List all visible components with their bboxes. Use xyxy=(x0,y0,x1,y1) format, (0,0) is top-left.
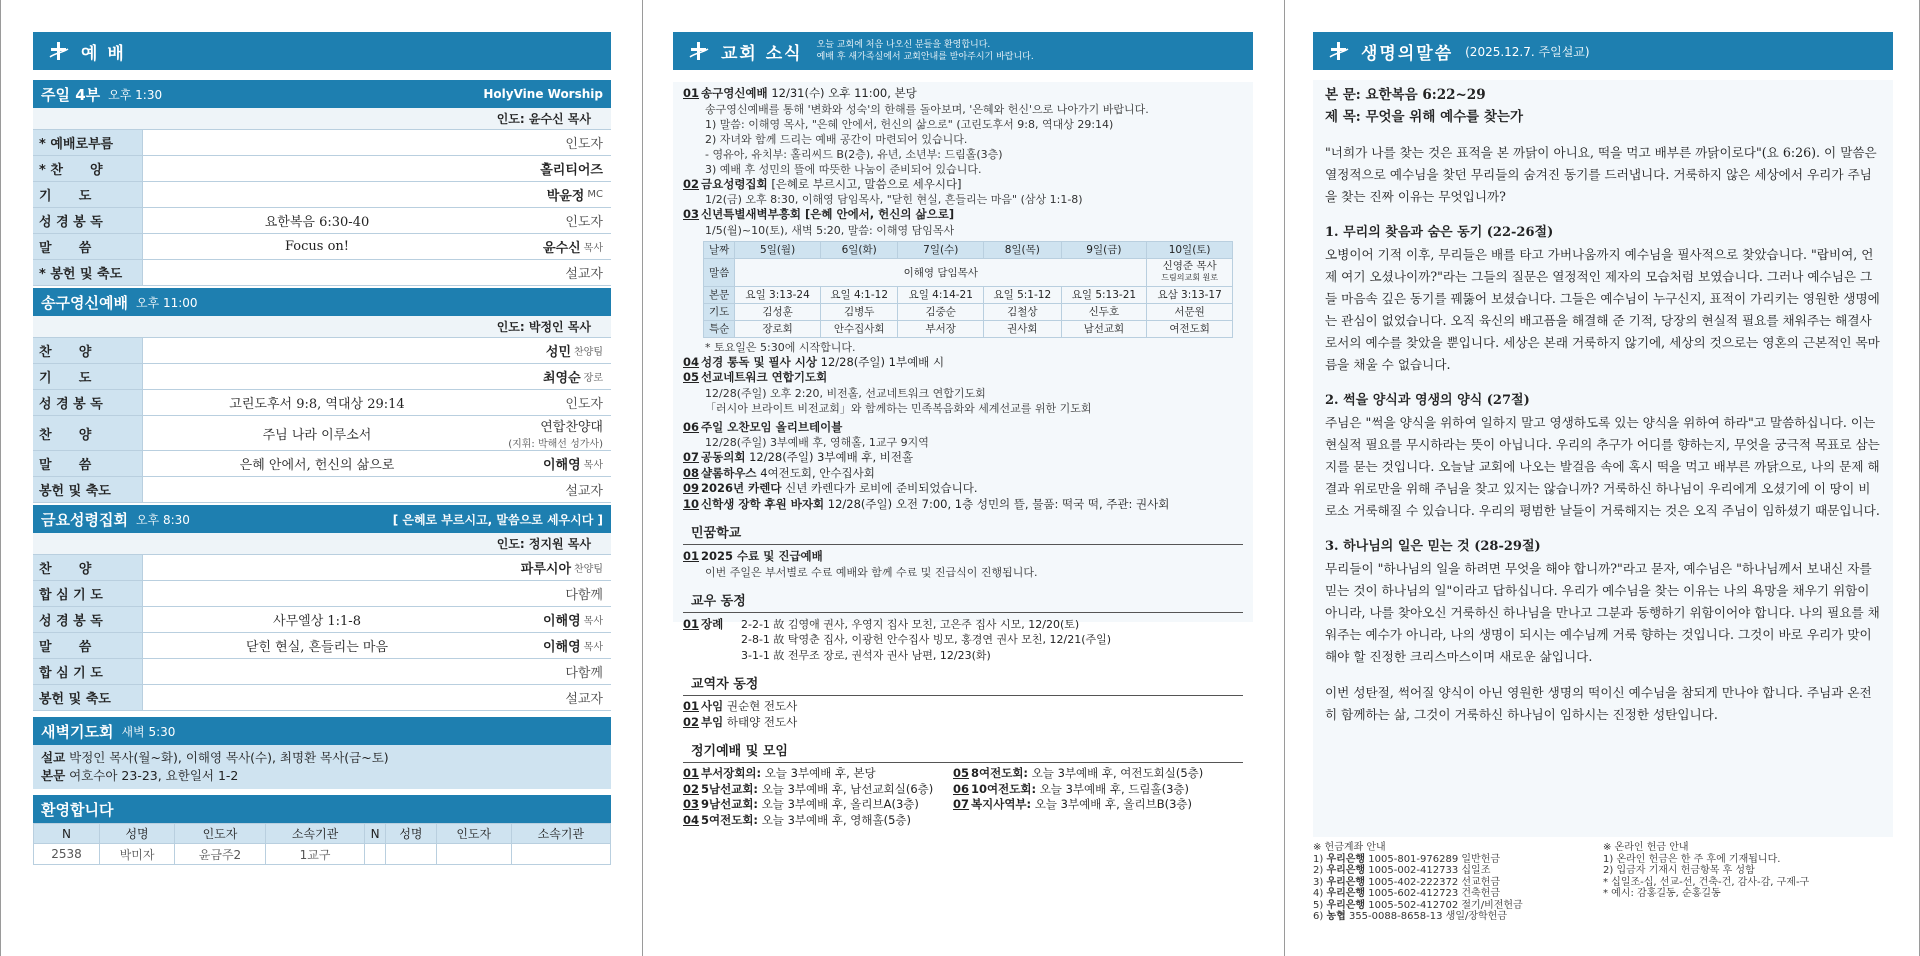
order-label: 성 경 봉 독 xyxy=(33,208,143,233)
worship-header xyxy=(33,32,611,70)
order-label: 합 심 기 도 xyxy=(33,581,143,606)
news-item-09: 09 2026년 카렌다 신년 카렌다가 로비에 준비되었습니다. xyxy=(683,481,978,495)
welcome-cell: 1교구 xyxy=(265,844,364,865)
order-label: 기 도 xyxy=(33,182,143,207)
schedule-prayer-cell: 서문원 xyxy=(1147,303,1233,320)
account-line: 2) 우리은행 1005-002-412733 십일조 xyxy=(1313,865,1491,876)
order-label: 성 경 봉 독 xyxy=(33,390,143,415)
detail-line: 3) 예배 후 성민의 뜰에 따뜻한 나눔이 준비되어 있습니다. xyxy=(705,162,982,176)
order-label: * 찬 양 xyxy=(33,156,143,181)
order-person: 이해영 목사 xyxy=(542,458,603,473)
news-header xyxy=(673,32,1253,70)
school-title: 민꿈학교 xyxy=(683,518,1243,545)
order-content: 사무엘상 1:1-8 xyxy=(273,614,361,629)
order-label: * 봉헌 및 축도 xyxy=(33,260,143,285)
service3-row xyxy=(33,581,611,607)
sermon-title: 무엇을 위해 예수를 찾는가 xyxy=(1365,109,1524,125)
schedule-text-cell: 요삼 3:13-17 xyxy=(1147,286,1233,303)
welcome-cell: 2538 xyxy=(34,844,100,865)
schedule-word-main: 이해영 담임목사 xyxy=(735,258,1147,286)
staff-item: 02 부임 하태양 전도사 xyxy=(683,714,798,729)
sermon-text-label: 본 문: xyxy=(1325,87,1361,103)
saturday-note: * 토요일은 5:30에 시작합니다. xyxy=(705,340,856,354)
news-panel xyxy=(643,0,1284,956)
order-content xyxy=(143,182,491,207)
order-content xyxy=(143,477,491,502)
schedule-special-cell: 부서장 xyxy=(898,320,984,337)
service3-title: 금요성령집회 xyxy=(41,510,128,529)
schedule-header: 7일(수) xyxy=(898,241,984,258)
account-line: 1) 우리은행 1005-801-976289 일반헌금 xyxy=(1313,853,1501,865)
news-item-06-details: 12/28(주일) 3부예배 후, 영해홀, 1교구 9지역 xyxy=(705,436,929,449)
service1-title: 주일 4부 xyxy=(41,85,101,104)
meeting-item: 02 5남선교회: 오늘 3부예배 후, 남선교회실(6층) xyxy=(683,781,934,796)
schedule-special-cell: 남선교회 xyxy=(1061,320,1147,337)
worship-body xyxy=(33,80,611,865)
welcome-col-header: N xyxy=(365,824,386,844)
schedule-prayer-cell: 김병두 xyxy=(820,303,897,320)
worship-panel xyxy=(1,0,642,956)
welcome-cell: 박미자 xyxy=(100,844,175,865)
church-logo-icon xyxy=(47,39,71,63)
order-person: 최영순 장로 xyxy=(542,371,603,386)
order-label: 찬 양 xyxy=(33,416,143,450)
schedule-text-cell: 요일 3:13-24 xyxy=(735,286,821,303)
news-item-04: 04 성경 통독 및 필사 시상 12/28(주일) 1부예배 시 xyxy=(683,354,945,369)
service3-order xyxy=(33,555,611,711)
service2-row xyxy=(33,477,611,503)
sermon-body xyxy=(1313,80,1893,837)
schedule-text-cell: 요일 4:1-12 xyxy=(820,286,897,303)
order-content: 닫힌 현실, 흔들리는 마음 xyxy=(245,640,389,655)
welcome-col-header: N xyxy=(34,824,100,844)
sermon-title-header: 생명의말씀 xyxy=(1361,43,1454,64)
church-logo-icon xyxy=(1327,39,1351,63)
schedule-text-label: 본문 xyxy=(704,286,735,303)
sermon-date: (2025.12.7. 주일설교) xyxy=(1465,44,1590,59)
meeting-item: 07 복지사역부: 오늘 3부예배 후, 올리브B(3층) xyxy=(953,797,1193,811)
welcome-table xyxy=(33,823,611,865)
welcome-col-header: 성명 xyxy=(386,824,437,844)
funeral-line: 2-2-1 故 김영애 권사, 우영지 집사 모친, 고은주 집사 시모, 12/20(토) xyxy=(741,617,1080,631)
worship-title: 예 배 xyxy=(81,43,126,64)
sermon-paragraph-2: 주님은 "썩을 양식을 위하여 일하지 말고 영생하도록 있는 양식을 위하여 하라"고 말씀하십니다. 이는 현실적 필요를 무시하라는 뜻이 아닙니다. 우리의 추구가 어디를 향하는지, 무엇을 궁극적 목표로 삼는지를 묻는 것입니다. 오늘날 교회에 나오는 발걸음 속에 혹시 떡을 먹고 배부른 까닭으로, 나의 문제 해결과 위로만을 위해 주님을 찾고 있지는 않습니까? 거룩하신 하나님이 우리에게 오셨기에 이 땅이 비로소 거룩해질 수 있습니다. 우리의 평범한 날들이 거룩해지는 것은 오직 주님이 임하셨기 때문입니다. xyxy=(1325,415,1880,518)
news-title: 교회 소식 xyxy=(721,43,803,64)
service2-row xyxy=(33,451,611,477)
order-label: 말 씀 xyxy=(33,234,143,259)
welcome-title: 환영합니다 xyxy=(41,800,114,819)
news-item-01: 01 송구영신예배 12/31(수) 오후 11:00, 본당 xyxy=(683,86,917,100)
school-item-details: 이번 주일은 부서별로 수료 예배와 함께 수료 및 진급식이 진행됩니다. xyxy=(705,565,1038,579)
service2-order xyxy=(33,338,611,503)
revival-schedule-table xyxy=(703,241,1233,338)
service1-row xyxy=(33,260,611,286)
order-content xyxy=(143,130,491,155)
schedule-word-last: 신영준 목사 드림의교회 원로 xyxy=(1147,258,1233,286)
detail-line: 2) 자녀와 함께 드리는 예배 공간이 마련되어 있습니다. xyxy=(705,132,968,146)
welcome-col-header: 소속기관 xyxy=(511,824,610,844)
schedule-text-cell: 요일 4:14-21 xyxy=(898,286,984,303)
schedule-header: 5일(월) xyxy=(735,241,821,258)
news-item-05-details-1: 12/28(주일) 오후 2:20, 비전홀, 선교네트워크 연합기도회 xyxy=(705,386,986,400)
news-note-2: 예배 후 새가족실에서 교회안내를 받아주시기 바랍니다. xyxy=(816,52,1034,62)
schedule-special-cell: 여전도회 xyxy=(1147,320,1233,337)
order-person: 성민 찬양팀 xyxy=(545,345,603,360)
online-line: 1) 온라인 헌금은 한 주 후에 기재됩니다. xyxy=(1603,853,1781,865)
order-content xyxy=(143,260,491,285)
news-header-note xyxy=(817,39,1034,63)
service1-order xyxy=(33,130,611,286)
staff-title: 교역자 동정 xyxy=(683,669,1243,696)
service1-row xyxy=(33,208,611,234)
service3-theme: [ 은혜로 부르시고, 말씀으로 세우시다 ] xyxy=(392,512,603,527)
order-content xyxy=(143,659,491,684)
service1-time: 오후 1:30 xyxy=(108,87,163,102)
account-line: 5) 우리은행 1005-502-412702 절기/비전헌금 xyxy=(1313,899,1523,911)
schedule-header: 날짜 xyxy=(704,241,735,258)
meeting-item: 05 8여전도회: 오늘 3부예배 후, 여전도회실(5층) xyxy=(953,766,1204,780)
service1-leader: 인도: 윤수신 목사 xyxy=(33,108,611,130)
service2-row xyxy=(33,416,611,451)
online-line: * 예시: 감홍길동, 순홍길동 xyxy=(1603,888,1721,899)
order-label: 봉헌 및 축도 xyxy=(33,477,143,502)
order-person: 윤수신 목사 xyxy=(542,241,603,256)
welcome-cell xyxy=(436,844,511,865)
service2-leader: 인도: 박정인 목사 xyxy=(33,316,611,338)
offering-accounts-title: ※ 헌금계좌 안내 xyxy=(1313,842,1386,853)
welcome-col-header: 인도자 xyxy=(175,824,266,844)
order-person: 설교자 xyxy=(565,484,603,499)
welcome-cell xyxy=(365,844,386,865)
order-content: 요한복음 6:30-40 xyxy=(264,215,370,230)
service1-row xyxy=(33,182,611,208)
service3-leader: 인도: 정지원 목사 xyxy=(33,533,611,555)
order-content: 은혜 안에서, 헌신의 삶으로 xyxy=(239,458,395,473)
dawn-info xyxy=(33,745,611,789)
order-label: * 예배로부름 xyxy=(33,130,143,155)
staff-list xyxy=(683,699,1243,730)
welcome-col-header: 인도자 xyxy=(436,824,511,844)
online-line: 2) 입금자 기재시 헌금항목 후 성함 xyxy=(1603,865,1755,876)
service2-header xyxy=(33,288,611,316)
school-item: 01 2025 수료 및 진급예배 xyxy=(683,549,823,563)
order-person: 인도자 xyxy=(565,215,603,230)
service1-header xyxy=(33,80,611,108)
detail-line: 1) 말씀: 이해영 목사, "은혜 안에서, 헌신의 삶으로" (고린도후서 9:8, 역대상 29:14) xyxy=(705,117,1114,131)
staff-item: 01 사임 권순현 전도사 xyxy=(683,699,798,713)
news-item-06: 06 주일 오찬모임 올리브테이블 xyxy=(683,419,843,434)
dawn-preacher-label: 설교 xyxy=(41,750,66,765)
order-label: 말 씀 xyxy=(33,633,143,658)
sermon-heading-2: 2. 썩을 양식과 영생의 양식 (27절) xyxy=(1325,393,1530,408)
online-line: * 십일조-십, 선교-선, 건축-건, 감사-감, 구제-구 xyxy=(1603,876,1810,888)
schedule-prayer-cell: 김중순 xyxy=(898,303,984,320)
order-label: 성 경 봉 독 xyxy=(33,607,143,632)
schedule-header: 8일(목) xyxy=(984,241,1061,258)
welcome-cell xyxy=(386,844,437,865)
order-person: 인도자 xyxy=(565,137,603,152)
account-line: 3) 우리은행 1005-402-222372 선교헌금 xyxy=(1313,876,1501,888)
news-item-05: 05 선교네트워크 연합기도회 xyxy=(683,370,828,384)
order-person: 이해영 목사 xyxy=(542,614,603,629)
members-title: 교우 동정 xyxy=(683,586,1243,613)
sermon-header xyxy=(1313,32,1893,70)
members-item: 01 장례 2-2-1 故 김영애 권사, 우영지 집사 모친, 고은주 집사 시모, 12/20(토) 2-8-1 故 탁영춘 집사, 이광헌 안수집사 빙모, 홍경연 권사 모친, 12/21(주일) 3-1-1 故 전무조 장로, 권석자 권사 남편, 12/23(화) xyxy=(683,617,1243,664)
schedule-text-cell: 요일 5:13-21 xyxy=(1061,286,1147,303)
order-label: 봉헌 및 축도 xyxy=(33,685,143,710)
service2-title: 송구영신예배 xyxy=(41,293,128,312)
news-item-10: 10 신학생 장학 후원 바자회 12/28(주일) 오전 7:00, 1층 성민의 뜰, 물품: 떡국 떡, 주관: 권사회 xyxy=(683,496,1170,511)
schedule-special-cell: 안수집사회 xyxy=(820,320,897,337)
dawn-preachers: 박정인 목사(월~화), 이해영 목사(수), 최명환 목사(금~토) xyxy=(69,750,389,765)
account-line: 6) 농협 355-0088-8658-13 생일/장학헌금 xyxy=(1313,911,1508,922)
dawn-title: 새벽기도회 xyxy=(41,722,114,741)
dawn-time: 새벽 5:30 xyxy=(121,724,176,739)
order-person: 설교자 xyxy=(565,692,603,707)
order-label: 기 도 xyxy=(33,364,143,389)
welcome-cell: 윤금주2 xyxy=(175,844,266,865)
order-label: 찬 양 xyxy=(33,555,143,580)
order-person: 설교자 xyxy=(565,267,603,282)
welcome-col-header: 소속기관 xyxy=(265,824,364,844)
online-offering-title: ※ 온라인 헌금 안내 xyxy=(1603,842,1689,853)
order-content xyxy=(143,364,491,389)
news-item-01-details xyxy=(683,102,1243,177)
welcome-col-header: 성명 xyxy=(100,824,175,844)
service3-time: 오후 8:30 xyxy=(135,512,190,527)
meeting-item: 06 10여전도회: 오늘 3부예배 후, 드림홀(3층) xyxy=(953,781,1190,796)
service2-time: 오후 11:00 xyxy=(135,295,198,310)
service2-row xyxy=(33,364,611,390)
sermon-paragraph-1: 오병이어 기적 이후, 무리들은 배를 타고 가버나움까지 예수님을 필사적으로 찾았습니다. "랍비여, 언제 여기 오셨나이까?"라는 그들의 질문은 열정적인 제자의 모습처럼 보였습니다. 그러나 예수님은 그들 마음속 깊은 동기를 꿰뚫어 보셨습니다. 그들은 예수님이 누구신지, 표적이 가리키는 영원한 생명에는 관심이 없었습니다. 오직 육신의 배고픔을 해결해 준 기적, 당장의 현실적 필요를 채워주는 해결사로서의 예수를 찾았을 뿐입니다. 세상은 본래 거룩하지 않기에, 세상의 것으로는 영혼의 근본적인 목마름을 채울 수 없습니다. xyxy=(1325,247,1880,372)
service1-row xyxy=(33,156,611,182)
service3-row xyxy=(33,555,611,581)
order-person: 홀리티어즈 xyxy=(540,163,603,178)
sermon-closing: 이번 성탄절, 썩어질 양식이 아닌 영원한 생명의 떡이신 예수님을 참되게 만나야 합니다. 주님과 온전히 함께하는 삶, 그것이 거룩하신 하나님이 임하시는 진정한 성탄입니다. xyxy=(1325,685,1872,722)
account-line: 4) 우리은행 1005-602-412723 건축헌금 xyxy=(1313,888,1501,899)
service1-row xyxy=(33,130,611,156)
schedule-special-label: 특순 xyxy=(704,320,735,337)
dawn-header xyxy=(33,717,611,745)
sermon-heading-1: 1. 무리의 찾음과 숨은 동기 (22-26절) xyxy=(1325,225,1554,240)
service1-subtitle: HolyVine Worship xyxy=(483,87,603,101)
dawn-text-label: 본문 xyxy=(41,768,66,783)
schedule-prayer-label: 기도 xyxy=(704,303,735,320)
order-content xyxy=(143,581,491,606)
order-content xyxy=(143,685,491,710)
order-content: 고린도후서 9:8, 역대상 29:14 xyxy=(229,397,405,412)
news-item-08: 08 샬롬하우스 4여전도회, 안수집사회 xyxy=(683,465,875,480)
news-item-05-details-2: 「러시아 브라이트 비전교회」와 함께하는 민족복음화와 세계선교를 위한 기도회 xyxy=(705,401,1092,415)
order-person: 다함께 xyxy=(565,666,603,681)
sermon-title-label: 제 목: xyxy=(1325,109,1361,125)
order-content: Focus on! xyxy=(284,239,350,254)
schedule-prayer-cell: 신두호 xyxy=(1061,303,1147,320)
meetings-title: 정기예배 및 모임 xyxy=(683,736,1243,763)
news-item-03: 03 신년특별새벽부흥회 [은혜 안에서, 헌신의 삶으로] xyxy=(683,207,955,221)
schedule-header: 9일(금) xyxy=(1061,241,1147,258)
order-content xyxy=(143,156,491,181)
detail-line: - 영유아, 유치부: 홀리씨드 B(2층), 유년, 소년부: 드림홀(3층) xyxy=(705,147,1003,161)
funeral-line: 2-8-1 故 탁영춘 집사, 이광헌 안수집사 빙모, 홍경연 권사 모친, 12/21(주일) xyxy=(741,633,1112,646)
order-person: 이해영 목사 xyxy=(542,640,603,655)
order-label: 말 씀 xyxy=(33,451,143,476)
order-label: 합 심 기 도 xyxy=(33,659,143,684)
church-logo-icon xyxy=(687,39,711,63)
meeting-item: 01 부서장회의: 오늘 3부예배 후, 본당 xyxy=(683,766,876,780)
order-content xyxy=(143,555,491,580)
service3-row xyxy=(33,607,611,633)
order-person: 파루시아 찬양팀 xyxy=(520,562,603,577)
schedule-header: 6일(화) xyxy=(820,241,897,258)
schedule-header: 10일(토) xyxy=(1147,241,1233,258)
news-note-1: 오늘 교회에 처음 나오신 분들을 환영합니다. xyxy=(816,40,991,50)
dawn-text: 여호수아 23-23, 요한일서 1-2 xyxy=(69,768,239,783)
welcome-header xyxy=(33,795,611,823)
order-content xyxy=(143,338,491,363)
order-person: 다함께 xyxy=(565,588,603,603)
news-item-03-details: 1/5(월)~10(토), 새벽 5:20, 말씀: 이해영 담임목사 xyxy=(705,223,955,237)
order-person: 박윤정 MC xyxy=(546,189,603,204)
news-body xyxy=(673,82,1253,827)
service3-row xyxy=(33,659,611,685)
meeting-item: 04 5여전도회: 오늘 3부예배 후, 영해홀(5층) xyxy=(683,812,912,827)
schedule-text-cell: 요일 5:1-12 xyxy=(984,286,1061,303)
order-content: 주님 나라 이루소서 xyxy=(262,427,372,443)
service2-row xyxy=(33,338,611,364)
service1-row xyxy=(33,234,611,260)
service3-header xyxy=(33,505,611,533)
news-item-07: 07 공동의회 12/28(주일) 3부예배 후, 비전홀 xyxy=(683,450,914,464)
service3-row xyxy=(33,633,611,659)
order-person: 연합찬양대 (지휘: 박해선 성가사) xyxy=(508,420,603,450)
funeral-line: 3-1-1 故 전무조 장로, 권석자 권사 남편, 12/23(화) xyxy=(741,648,991,662)
sermon-paragraph-3: 무리들이 "하나님의 일을 하려면 무엇을 해야 합니까?"라고 묻자, 예수님은 "하나님께서 보내신 자를 믿는 것이 하나님의 일"이라고 답하십니다. 우리가 예수님을 찾는 이유는 나의 욕망을 채우기 위함이 아니라, 나를 찾아오신 거룩하신 하나님을 만나고 그분과 동행하기 위함이어야 합니다. 나의 필요를 채워주는 예수가 아니라, 나의 생명이 되시는 예수님께 거룩 향하는 것입니다. 그것이 바로 우리가 맞이해야 할 진정한 크리스마스이며 새로운 삶입니다. xyxy=(1325,561,1880,664)
service3-row xyxy=(33,685,611,711)
order-person: 인도자 xyxy=(565,397,603,412)
order-label: 찬 양 xyxy=(33,338,143,363)
meetings-list xyxy=(683,766,1243,828)
offering-accounts xyxy=(1313,842,1603,923)
meeting-item: 03 9남선교회: 오늘 3부예배 후, 올리브A(3층) xyxy=(683,797,919,811)
sermon-intro: "너희가 나를 찾는 것은 표적을 본 까닭이 아니요, 떡을 먹고 배부른 까닭이로다"(요 6:26). 이 말씀은 열정적으로 예수님을 찾던 무리들의 숨겨진 동기를 드러냅니다. 거룩하지 않은 세상에서 우리가 주님을 찾는 진짜 이유는 무엇입니까? xyxy=(1325,145,1877,204)
accounts-info xyxy=(1313,842,1893,923)
schedule-word-label: 말씀 xyxy=(704,258,735,286)
schedule-prayer-cell: 김성훈 xyxy=(735,303,821,320)
service2-row xyxy=(33,390,611,416)
online-offering xyxy=(1603,842,1893,923)
welcome-cell xyxy=(511,844,610,865)
schedule-special-cell: 장로회 xyxy=(735,320,821,337)
news-item-02-details: 1/2(금) 오후 8:30, 이해영 담임목사, "닫힌 현실, 흔들리는 마음" (삼상 1:1-8) xyxy=(705,193,1083,206)
sermon-heading-3: 3. 하나님의 일은 믿는 것 (28-29절) xyxy=(1325,539,1541,554)
sermon-panel xyxy=(1285,0,1919,956)
schedule-prayer-cell: 김철상 xyxy=(984,303,1061,320)
detail-line: 송구영신예배를 통해 '변화와 성숙'의 한해를 돌아보며, '은혜와 헌신'으로 나아가기 바랍니다. xyxy=(705,102,1149,116)
schedule-special-cell: 권사회 xyxy=(984,320,1061,337)
sermon-text: 요한복음 6:22~29 xyxy=(1365,87,1486,103)
news-item-02: 02 금요성령집회 [은혜로 부르시고, 말씀으로 세우시다] xyxy=(683,176,962,191)
